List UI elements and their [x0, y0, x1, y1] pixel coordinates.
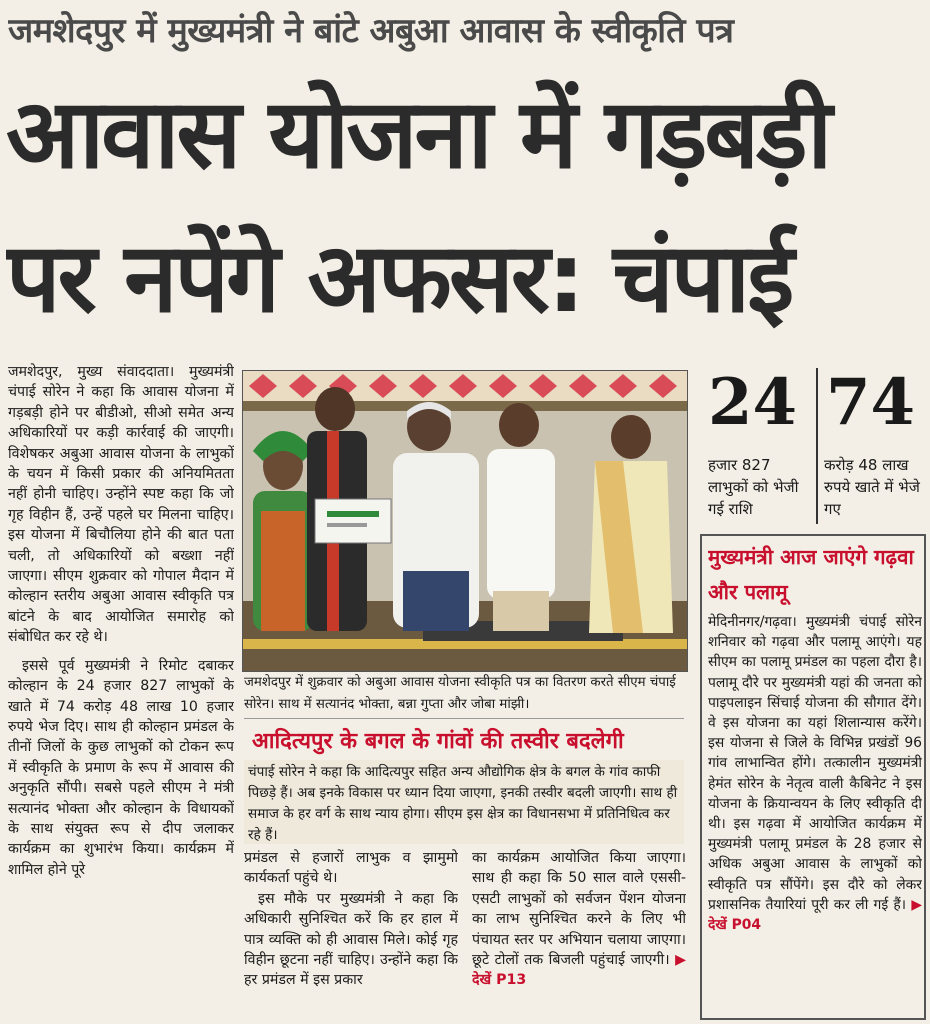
left-column-article: [8, 362, 234, 1022]
article-paragraph: इस मौके पर मुख्यमंत्री ने कहा कि अधिकारी सुनिश्चित करें कि हर हाल में पात्र व्यक्ति को ही आवास मिले। कोई गृह विहीन छूटना नहीं चाहिए। उन्होंने कहा कि हर प्रमंडल में इस प्रकार: [244, 890, 458, 989]
article-text: का कार्यक्रम आयोजित किया जाएगा। साथ ही कहा कि 50 साल वाले एससी-एसटी लाभुकों को सर्वजन पेंशन योजना का लाभ सुनिश्चित करने के लिए भी पंचायत स्तर पर अभियान चलाया जाएगा। छूटे टोलों तक बिजली पहुंचाई जाएगी।: [472, 850, 686, 969]
main-headline-line-2: पर नपेंगे अफसर: चंपाई: [6, 222, 792, 334]
subsection-heading: आदित्यपुर के बगल के गांवों की तस्वीर बदलेगी: [252, 729, 624, 754]
subsection-body: चंपाई सोरेन ने कहा कि आदित्यपुर सहित अन्य औद्योगिक क्षेत्र के बगल के गांव काफी पिछड़े हैं। अब इनके विकास पर ध्यान दिया जाएगा, इनकी तस्वीर बदली जाएगी। साथ ही समाज के हर वर्ग के साथ न्याय होगा। सीएम इस क्षेत्र का विधानसभा में प्रतिनिधित्व कर रहे हैं।: [244, 760, 684, 844]
event-photo-illustration: [243, 371, 687, 671]
stat-description: करोड़ 48 लाख रुपये खाते में भेजे गए: [824, 456, 920, 518]
sidebar-heading: मुख्यमंत्री आज जाएंगे गढ़वा और पलामू: [708, 545, 914, 604]
article-paragraph: प्रमंडल से हजारों लाभुक व झामुमो कार्यकर्ता पहुंचे थे।: [244, 850, 458, 887]
article-paragraph: इससे पूर्व मुख्यमंत्री ने रिमोट दबाकर कोल्हान के 24 हजार 827 लाभुकों के खाते में 74 करोड़ 48 लाख 10 हजार रुपये भेज दिए। साथ ही कोल्हान प्रमंडल के तीनों जिलों के कुछ लाभुकों को टोकन रूप में स्वीकृति के प्रमाण के रूप में आवास की अनुकृति सौंपी। सबसे पहले सीएम ने मंत्री सत्यानंद भोक्ता और कोल्हान के विधायकों के साथ संयुक्त रूप से दीप जलाकर कार्यक्रम का शुभारंभ किया। कार्यक्रम में शामिल होने पूरे: [8, 657, 234, 878]
stat-number: 24: [708, 365, 798, 440]
stat-number: 74: [826, 365, 916, 440]
stat-description: हजार 827 लाभुकों को भेजी गई राशि: [708, 456, 799, 518]
bottom-column-1: [244, 848, 458, 1022]
article-paragraph: जमशेदपुर, मुख्य संवाददाता। मुख्यमंत्री चंपाई सोरेन ने कहा कि आवास योजना में गड़बड़ी होने पर बीडीओ, सीओ समेत अन्य अधिकारियों पर कड़ी कार्रवाई की जाएगी। विशेषकर अबुआ आवास योजना के लाभुकों के चयन में किसी प्रकार की अनियमितता नहीं होनी चाहिए। उन्होंने स्पष्ट कहा कि जो गृह विहीन हैं, उन्हें पहले घर मिलना चाहिए। इस योजना में बिचौलिया होने की बात पता चली, तो अधिकारियों को बख्शा नहीं जाएगा। सीएम शुक्रवार को गोपाल मैदान में कोल्हान स्तरीय अबुआ आवास स्वीकृति पत्र बांटने के बाद आयोजित समारोह को संबोधित कर रहे थे।: [8, 364, 234, 646]
see-more-link[interactable]: ▶ देखें P13: [472, 952, 686, 989]
photo-caption: जमशेदपुर में शुक्रवार को अबुआ आवास योजना स्वीकृति पत्र का वितरण करते सीएम चंपाई सोरेन। साथ में सत्यानंद भोक्ता, बन्ना गुप्ता और जोबा मांझी।: [244, 672, 684, 719]
see-more-link[interactable]: ▶ देखें P04: [708, 896, 922, 934]
bottom-column-2: [472, 848, 686, 1022]
sidebar-text: मेदिनीनगर/गढ़वा। मुख्यमंत्री चंपाई सोरेन शनिवार को गढ़वा और पलामू आएंगे। यह सीएम का पलामू प्रमंडल का पहला दौरा है। पलामू दौरे पर मुख्यमंत्री यहां की जनता को पाइपलाइन सिंचाई योजना की सौगात देंगे। वे इस योजना का यहां शिलान्यास करेंगे। इस योजना से जिले के विभिन्न प्रखंडों 96 गांव लाभान्वित होंगे। तत्कालीन मुख्यमंत्री हेमंत सोरेन के नेतृत्व वाली कैबिनेट ने इस योजना के क्रियान्वयन के लिए स्वीकृति दी थी। इस गढ़वा में आयोजित कार्यक्रम में मुख्यमंत्री पलामू प्रमंडल के 28 हजार से अधिक अबुआ आवास के लाभुकों को स्वीकृति पत्र सौंपेंगे। इस दौरे को लेकर प्रशासनिक तैयारियां पूरी कर ली गई हैं।: [708, 614, 922, 913]
kicker-headline: जमशेदपुर में मुख्यमंत्री ने बांटे अबुआ आवास के स्वीकृति पत्र: [8, 11, 734, 51]
stat-divider: [816, 368, 818, 524]
sidebar-body: [708, 612, 922, 1016]
main-headline-line-1: आवास योजना में गड़बड़ी: [6, 78, 830, 190]
event-photo: [242, 370, 688, 672]
